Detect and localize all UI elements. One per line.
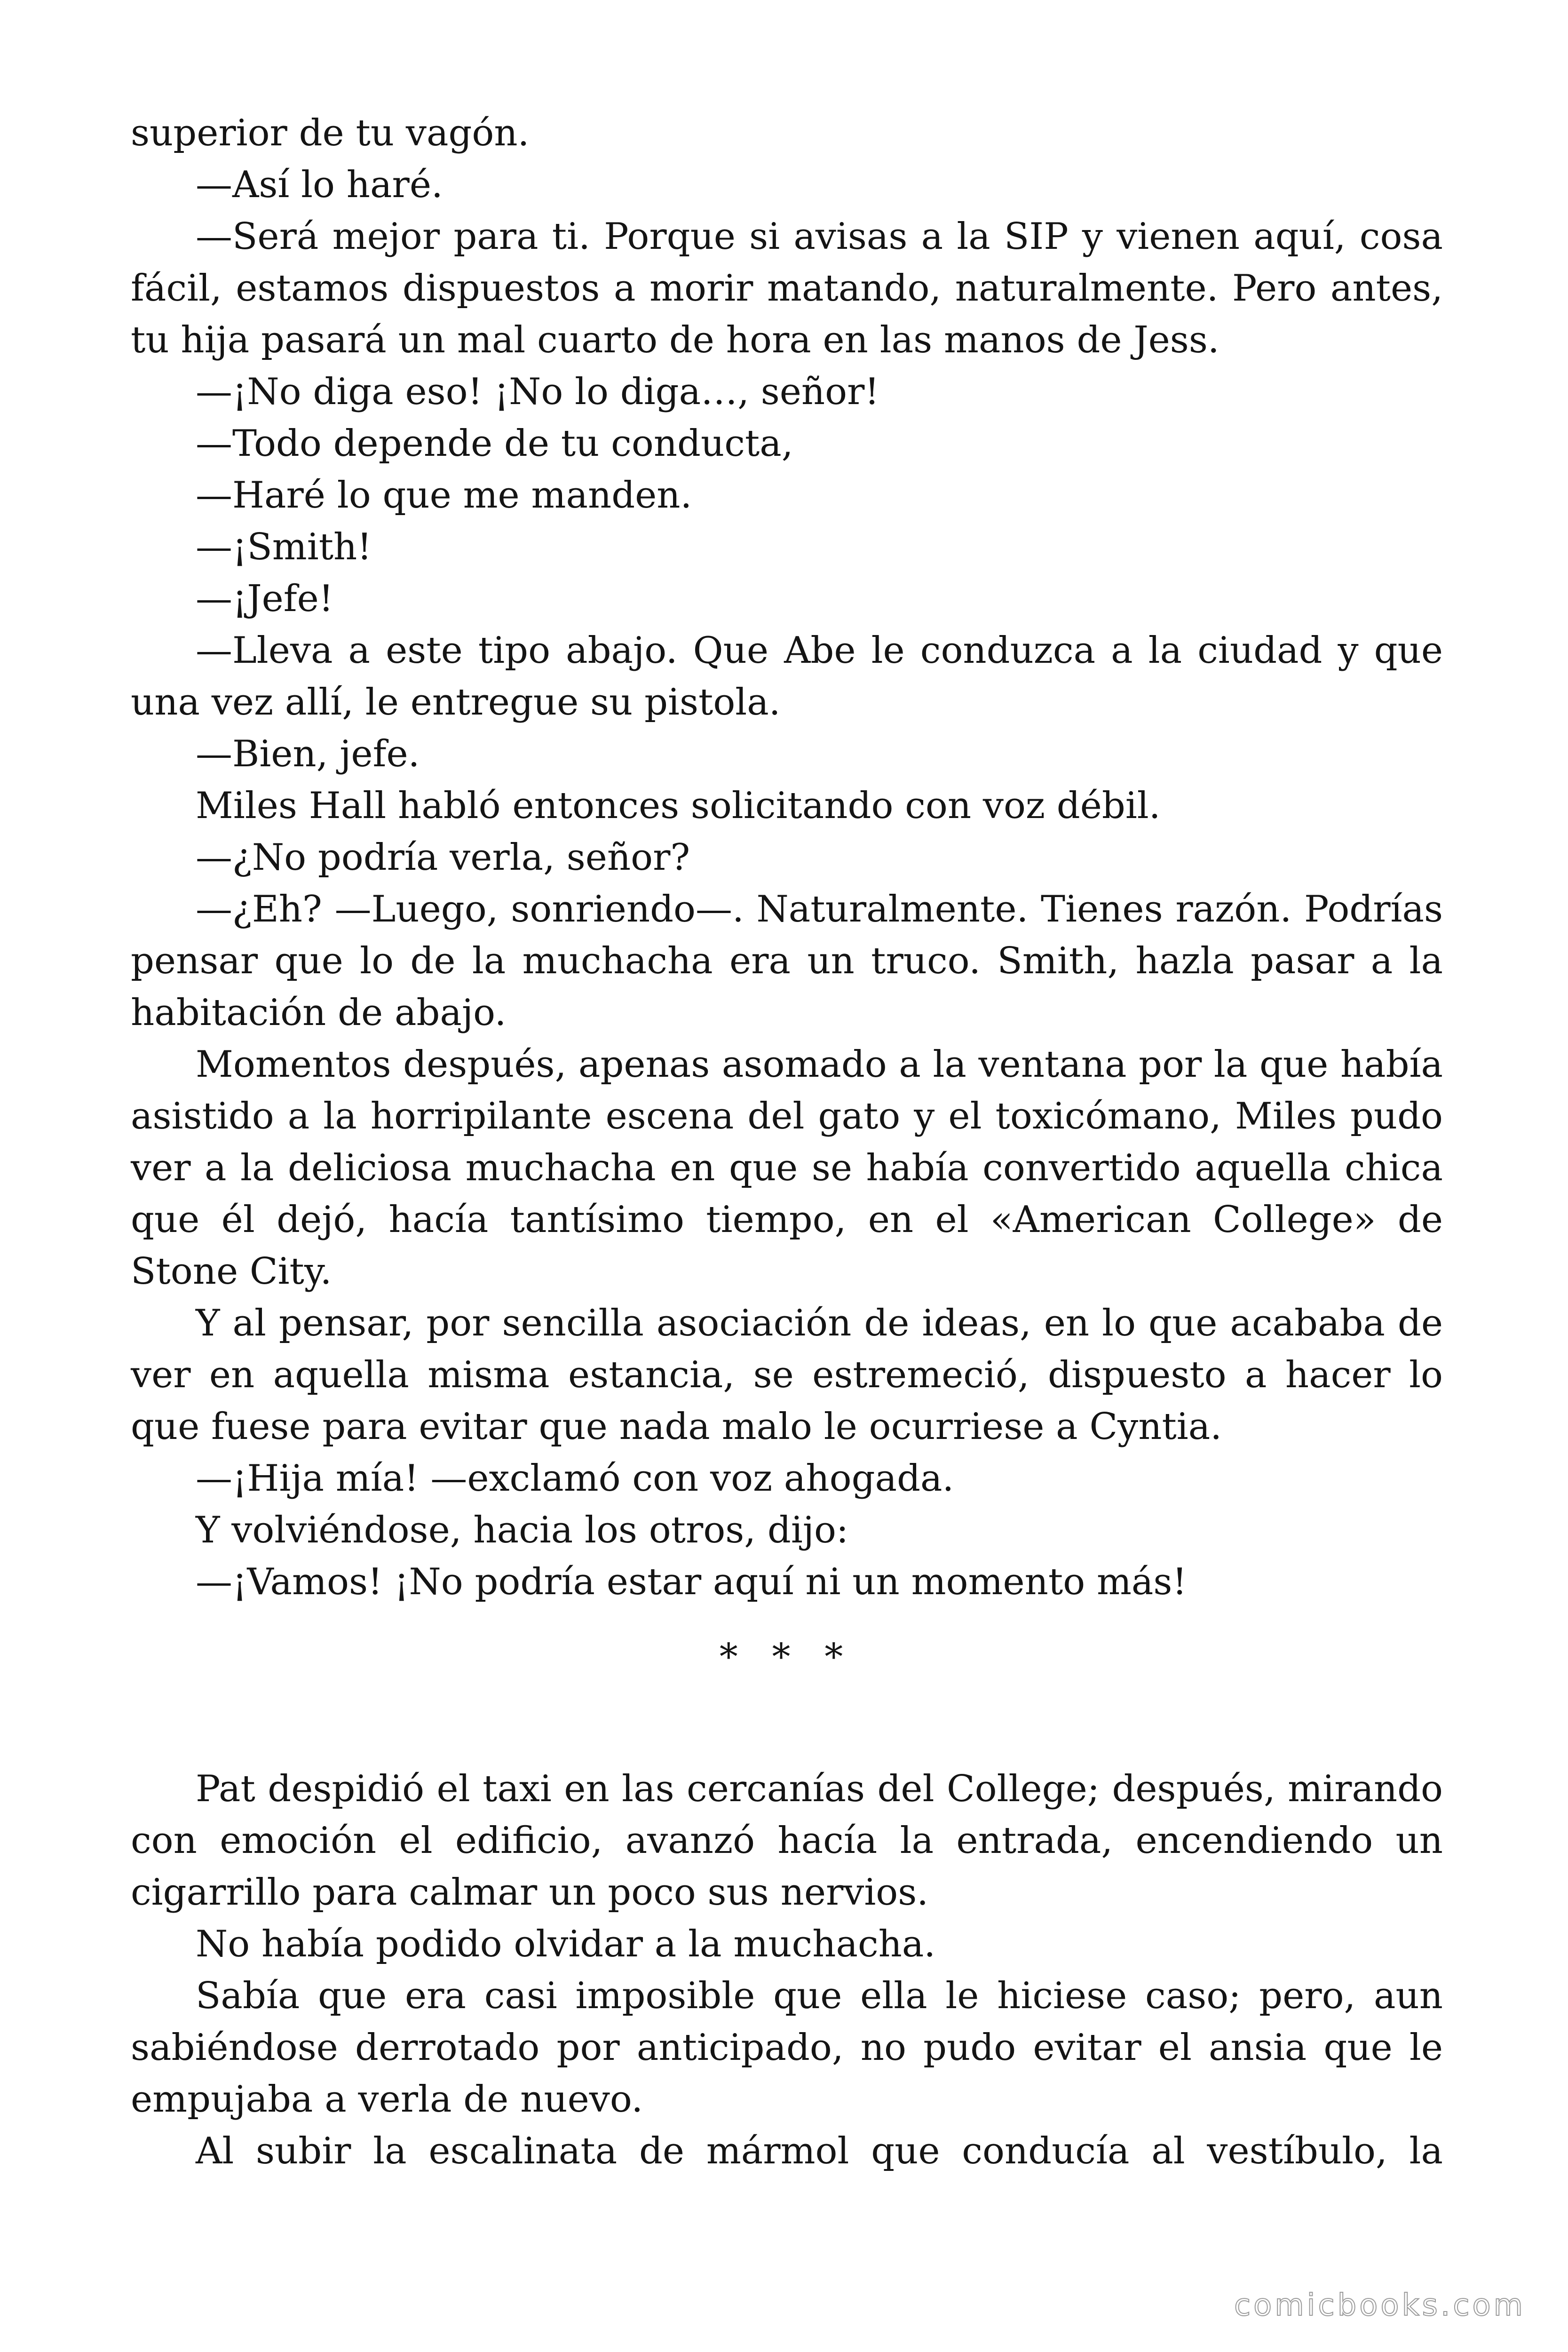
narrative-paragraph: Miles Hall habló entonces solicitando con voz débil. xyxy=(196,785,1161,827)
dialogue-line: —¡Smith! xyxy=(196,526,372,568)
paragraph-continuation: superior de tu vagón. xyxy=(131,112,530,154)
narrative-paragraph-continues: Al subir la escalinata de mármol que conducía al vestíbulo, la xyxy=(196,2130,1443,2172)
narrative-paragraph: Pat despidió el taxi en las cercanías del College; después, mirando con emoción el edificio, avanzó hacía la entrada, encendiendo un cigarrillo para calmar un poco sus nervios. xyxy=(131,1768,1443,1914)
narrative-paragraph: Y volviéndose, hacia los otros, dijo: xyxy=(196,1509,849,1551)
dialogue-line: —Así lo haré. xyxy=(196,164,443,206)
dialogue-line: —¡Jefe! xyxy=(196,578,334,620)
narrative-paragraph: Y al pensar, por sencilla asociación de ideas, en lo que acababa de ver en aquella misma estancia, se estremeció, dispuesto a hacer lo que fuese para evitar que nada malo le ocurriese a Cyntia. xyxy=(131,1302,1443,1448)
dialogue-line: —Bien, jefe. xyxy=(196,733,420,775)
dialogue-line: —¡No diga eso! ¡No lo diga…, señor! xyxy=(196,371,879,413)
narrative-paragraph: Sabía que era casi imposible que ella le hiciese caso; pero, aun sabiéndose derrotado por anticipado, no pudo evitar el ansia que le empujaba a verla de nuevo. xyxy=(131,1975,1443,2121)
dialogue-line: —Haré lo que me manden. xyxy=(196,474,692,516)
narrative-paragraph: No había podido olvidar a la muchacha. xyxy=(196,1923,936,1965)
narrative-paragraph: Momentos después, apenas asomado a la ventana por la que había asistido a la horripilante escena del gato y el toxicómano, Miles pudo ver a la deliciosa muchacha en que se había convertido aquella chica que él dejó, hacía tantísimo tiempo, en el «American College» de Stone City. xyxy=(131,1043,1443,1293)
book-page xyxy=(131,107,1443,2177)
dialogue-line: —¡Vamos! ¡No podría estar aquí ni un momento más! xyxy=(196,1561,1187,1603)
dialogue-line: —Será mejor para ti. Porque si avisas a la SIP y vienen aquí, cosa fácil, estamos dispuestos a morir matando, naturalmente. Pero antes, tu hija pasará un mal cuarto de hora en las manos de Jess. xyxy=(131,215,1443,361)
watermark: comicbooks.com xyxy=(1234,2288,1526,2323)
scene-break: * * * xyxy=(719,1636,855,1678)
dialogue-line: —Lleva a este tipo abajo. Que Abe le conduzca a la ciudad y que una vez allí, le entregue su pistola. xyxy=(131,629,1443,723)
dialogue-line: —¡Hija mía! —exclamó con voz ahogada. xyxy=(196,1457,954,1500)
dialogue-line: —Todo depende de tu conducta, xyxy=(196,422,793,465)
dialogue-line: —¿Eh? —Luego, sonriendo—. Naturalmente. Tienes razón. Podrías pensar que lo de la muchacha era un truco. Smith, hazla pasar a la habitación de abajo. xyxy=(131,888,1443,1034)
dialogue-line: —¿No podría verla, señor? xyxy=(196,836,690,879)
